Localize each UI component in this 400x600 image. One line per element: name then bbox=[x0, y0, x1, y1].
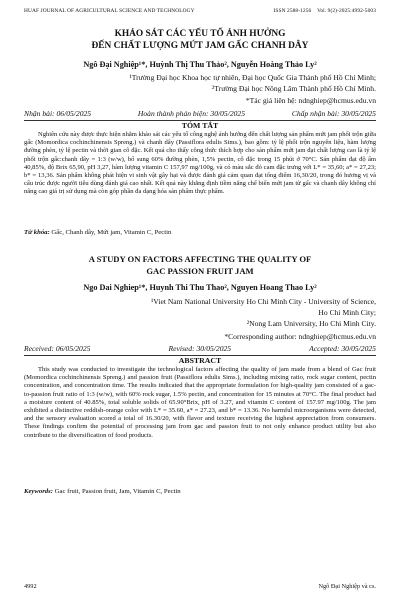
en-keywords bbox=[24, 488, 376, 496]
en-affiliations bbox=[24, 296, 376, 330]
page-number: 4992 bbox=[24, 583, 37, 590]
journal-issn-volume: ISSN 2588-1256 Vol. 9(2)-2025:4992-5003 bbox=[273, 8, 376, 14]
vi-abstract-heading: TÓM TẮT bbox=[181, 121, 219, 130]
vi-contact: *Tác giả liên hệ: ndnghiep@hcmus.edu.vn bbox=[245, 96, 376, 105]
vi-affiliation-1: ¹Trường Đại học Khoa học tự nhiên, Đại học Quốc Gia Thành phố Hồ Chí Minh; bbox=[129, 73, 376, 82]
vi-authors: Ngô Đại Nghiệp¹*, Huỳnh Thị Thu Thảo², Nguyễn Hoàng Thảo Ly² bbox=[83, 60, 317, 69]
en-abstract-heading: ABSTRACT bbox=[178, 356, 222, 365]
vi-revised: Hoàn thành phản biện: 30/05/2025 bbox=[137, 109, 246, 118]
journal-name: HUAF JOURNAL OF AGRICULTURAL SCIENCE AND TECHNOLOGY bbox=[24, 8, 195, 14]
en-affiliation-1: ¹Viet Nam National University Ho Chi Minh City - University of Science, bbox=[151, 297, 376, 306]
en-affiliation-2: ²Nong Lam University, Ho Chi Minh City. bbox=[246, 319, 376, 329]
en-affiliation-1-city: Ho Chi Minh City; bbox=[318, 308, 376, 318]
en-dates bbox=[24, 344, 376, 353]
vi-dates bbox=[24, 109, 376, 118]
vi-abstract: Nghiên cứu này được thực hiện nhằm khảo sát các yếu tố công nghệ ảnh hưởng đến chất lượng sản phẩm mứt jam phối trộn giữa gấc (Momordica cochinchinensis Spreng.) và chanh dây (Passiflora edulis Sims.), bao gồm: tỷ lệ phối trộn nguyên liệu, hàm lượng đường phèn, tỷ lệ pectin và thời gian cô đặc. Kết quả cho thấy công thức thích hợp cho sản phẩm mứt jam đạt chất lượng cao là tỷ lệ phối trộn gấc:chanh dây = 1:3 (w/w), bổ sung 60% đường phèn, 1,5% pectin, cô đặc trong 15 phút ở 70°C. Sản phẩm đạt độ ẩm 40,85%, độ Brix 65,90, pH 3,27, hàm lượng vitamin C 157,97 mg/100g, và có màu sắc đỏ cam đặc trưng với L* = 35,60; a* = 27,23; b* = 13,36. Sản phẩm không phát hiện vi sinh vật gây hại và được đánh giá cảm quan đạt tổng điểm 16,30/20, trong đó hương vị và cấu trúc được người tiêu dùng đánh giá cao nhất. Kết quả này khẳng định tiềm năng chế biến mứt jam từ gấc và chanh dây không chỉ nâng cao giá trị sử dụng mà còn góp phần đa dạng hóa sản phẩm thực phẩm. bbox=[24, 131, 376, 196]
en-abstract: This study was conducted to investigate the technological factors affecting the quality of jam made from a blend of Gac fruit (Momordica cochinchinensis Spreng.) and passion fruit (Passiflora edulis Sims.), including mixing ratio, rock sugar content, pectin concentration, and concentration time. The results indicated that the appropriate formulation for high-quality jam consisted of a gac-to-passion fruit ratio of 1:3 (w/w), with 60% rock sugar, 1.5% pectin, and concentration for 15 minutes at 70°C. The final product had a moisture content of 40.85%, total soluble solids of 65.90°Brix, pH of 3.27, and vitamin C content of 157.97 mg/100g. The jam exhibited a distinctive reddish-orange color with L* = 35.60, a* = 27.23, and b* = 13.36. No harmful microorganisms were detected, and the sensory evaluation scored a total of 16.30/20, with flavor and texture receiving the highest appreciation from consumers. These findings confirm the potential of processing jam from gac and passion fruit to not only enhance product utility but also contribute to the diversification of food products. bbox=[24, 366, 376, 439]
paper-page bbox=[24, 0, 376, 600]
en-contact: *Corresponding author: ndnghiep@hcmus.edu.vn bbox=[224, 332, 376, 341]
vi-affiliations bbox=[24, 72, 376, 94]
vi-received: Nhận bài: 06/05/2025 bbox=[24, 109, 92, 118]
vi-title-line-2: ĐẾN CHẤT LƯỢNG MỨT JAM GẤC CHANH DÂY bbox=[91, 41, 309, 51]
en-keywords-list: Gac fruit, Passion fruit, Jam, Vitamin C, Pectin bbox=[54, 488, 181, 495]
journal-header bbox=[24, 8, 376, 14]
en-title-line-1: A STUDY ON FACTORS AFFECTING THE QUALITY OF bbox=[88, 254, 312, 264]
vi-title-line-1: KHẢO SÁT CÁC YẾU TỐ ẢNH HƯỞNG bbox=[114, 29, 286, 39]
en-keywords-label: Keywords: bbox=[24, 488, 53, 495]
en-authors: Ngo Dai Nghiep¹*, Huynh Thi Thu Thao², Nguyen Hoang Thao Ly² bbox=[83, 283, 317, 292]
vi-title bbox=[24, 28, 376, 52]
vi-accepted: Chấp nhận bài: 30/05/2025 bbox=[291, 109, 376, 118]
footer-authors: Ngô Đại Nghiệp và cs. bbox=[318, 583, 376, 590]
en-title bbox=[24, 253, 376, 277]
page-footer bbox=[24, 583, 376, 590]
en-accepted: Accepted: 30/05/2025 bbox=[309, 344, 376, 353]
vi-keywords bbox=[24, 229, 376, 237]
vi-affiliation-2: ²Trường Đại học Nông Lâm Thành phố Hồ Chí Minh. bbox=[212, 84, 376, 94]
en-title-line-2: GAC PASSION FRUIT JAM bbox=[146, 266, 254, 276]
vi-keywords-label: Từ khóa: bbox=[24, 229, 50, 236]
en-revised: Revised: 30/05/2025 bbox=[168, 344, 232, 353]
en-received: Received: 06/05/2025 bbox=[24, 344, 91, 353]
vi-keywords-list: Gấc, Chanh dây, Mứt jam, Vitamin C, Pectin bbox=[51, 229, 172, 236]
